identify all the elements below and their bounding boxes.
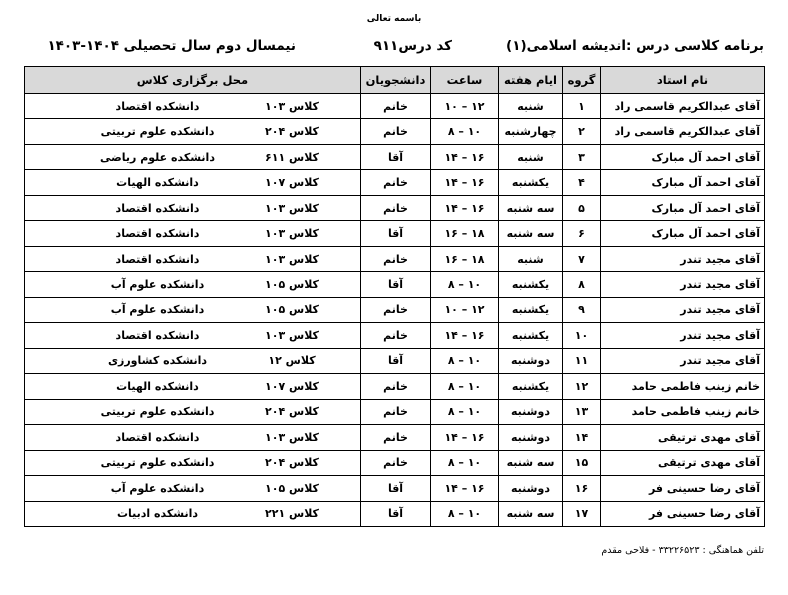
place-cell — [25, 399, 361, 424]
place-cell — [25, 450, 361, 475]
group-cell: ۸ — [563, 272, 601, 297]
teacher-cell: آقای مجید تندر — [601, 272, 765, 297]
group-cell: ۹ — [563, 297, 601, 322]
time-cell: ۱۸ – ۱۶ — [431, 221, 499, 246]
group-cell: ۷ — [563, 246, 601, 271]
day-cell: شنبه — [499, 94, 563, 119]
place-cell — [25, 501, 361, 527]
place-cell — [25, 425, 361, 450]
header-time: ساعت — [431, 67, 499, 94]
faculty-label: دانشکده علوم ریاضی — [100, 150, 215, 164]
time-cell: ۱۰ – ۸ — [431, 374, 499, 399]
gender-cell: آقا — [361, 501, 431, 527]
room-label: کلاس ۱۰۳ — [265, 252, 319, 266]
group-cell: ۱۷ — [563, 501, 601, 527]
table-row — [25, 450, 765, 475]
faculty-label: دانشکده ادبیات — [116, 507, 199, 521]
place-cell — [25, 94, 361, 119]
teacher-cell: آقای احمد آل مبارک — [601, 221, 765, 246]
table-row — [25, 501, 765, 527]
table-row — [25, 272, 765, 297]
teacher-cell: آقای احمد آل مبارک — [601, 195, 765, 220]
group-cell: ۱۶ — [563, 476, 601, 501]
header-teacher: نام استاد — [601, 67, 765, 94]
gender-cell: خانم — [361, 450, 431, 475]
group-cell: ۱۴ — [563, 425, 601, 450]
teacher-cell: خانم زینب فاطمی حامد — [601, 374, 765, 399]
table-row — [25, 221, 765, 246]
faculty-label: دانشکده علوم تربیتی — [100, 125, 215, 139]
faculty-label: دانشکده علوم آب — [110, 278, 205, 292]
room-label: کلاس ۲۰۴ — [265, 456, 319, 470]
gender-cell: آقا — [361, 348, 431, 373]
table-row — [25, 94, 765, 119]
schedule-table — [24, 66, 765, 527]
place-cell — [25, 221, 361, 246]
header-day: ایام هفته — [499, 67, 563, 94]
place-cell — [25, 323, 361, 348]
gender-cell: آقا — [361, 476, 431, 501]
table-row — [25, 399, 765, 424]
time-cell: ۱۶ – ۱۴ — [431, 195, 499, 220]
day-cell: سه شنبه — [499, 195, 563, 220]
group-cell: ۶ — [563, 221, 601, 246]
day-cell: یکشنبه — [499, 323, 563, 348]
room-label: کلاس ۱۰۵ — [265, 481, 319, 495]
table-row — [25, 246, 765, 271]
place-cell — [25, 374, 361, 399]
group-cell: ۱۳ — [563, 399, 601, 424]
place-cell — [25, 297, 361, 322]
teacher-cell: آقای مجید تندر — [601, 323, 765, 348]
time-cell: ۱۶ – ۱۴ — [431, 425, 499, 450]
group-cell: ۱۰ — [563, 323, 601, 348]
teacher-cell: آقای احمد آل مبارک — [601, 144, 765, 169]
gender-cell: آقا — [361, 221, 431, 246]
semester-label: نیمسال دوم سال تحصیلی ۱۴۰۴-۱۴۰۳ — [47, 38, 296, 54]
table-row — [25, 144, 765, 169]
header-place: محل برگزاری کلاس — [25, 67, 361, 94]
top-note: باسمه تعالی — [366, 14, 422, 24]
faculty-label: دانشکده اقتصاد — [115, 430, 200, 444]
place-cell — [25, 476, 361, 501]
day-cell: دوشنبه — [499, 399, 563, 424]
faculty-label: دانشکده الهیات — [116, 379, 199, 393]
course-code: کد درس۹۱۱ — [373, 38, 452, 54]
day-cell: دوشنبه — [499, 425, 563, 450]
table-row — [25, 348, 765, 373]
room-label: کلاس ۱۰۳ — [265, 328, 319, 342]
time-cell: ۱۶ – ۱۴ — [431, 170, 499, 195]
room-label: کلاس ۱۰۳ — [265, 430, 319, 444]
gender-cell: خانم — [361, 399, 431, 424]
room-label: کلاس ۲۰۴ — [265, 125, 319, 139]
time-cell: ۱۶ – ۱۴ — [431, 476, 499, 501]
header-gender: دانشجویان — [361, 67, 431, 94]
gender-cell: خانم — [361, 323, 431, 348]
faculty-label: دانشکده علوم تربیتی — [100, 456, 215, 470]
faculty-label: دانشکده اقتصاد — [115, 99, 200, 113]
room-label: کلاس ۶۱۱ — [265, 150, 319, 164]
place-cell — [25, 246, 361, 271]
group-cell: ۳ — [563, 144, 601, 169]
time-cell: ۱۲ – ۱۰ — [431, 94, 499, 119]
table-row — [25, 476, 765, 501]
table-row — [25, 374, 765, 399]
teacher-cell: آقای احمد آل مبارک — [601, 170, 765, 195]
place-cell — [25, 272, 361, 297]
place-cell — [25, 195, 361, 220]
gender-cell: خانم — [361, 94, 431, 119]
faculty-label: دانشکده علوم آب — [110, 303, 205, 317]
gender-cell: آقا — [361, 272, 431, 297]
teacher-cell: آقای مجید تندر — [601, 246, 765, 271]
table-header-row — [25, 67, 765, 94]
faculty-label: دانشکده علوم تربیتی — [100, 405, 215, 419]
day-cell: سه شنبه — [499, 221, 563, 246]
place-cell — [25, 144, 361, 169]
day-cell: چهارشنبه — [499, 119, 563, 144]
room-label: کلاس ۱۰۵ — [265, 303, 319, 317]
room-label: کلاس ۱۰۳ — [265, 227, 319, 241]
day-cell: شنبه — [499, 144, 563, 169]
gender-cell: آقا — [361, 144, 431, 169]
room-label: کلاس ۱۰۷ — [265, 176, 319, 190]
time-cell: ۱۰ – ۸ — [431, 119, 499, 144]
time-cell: ۱۶ – ۱۴ — [431, 144, 499, 169]
day-cell: شنبه — [499, 246, 563, 271]
time-cell: ۱۰ – ۸ — [431, 450, 499, 475]
time-cell: ۱۲ – ۱۰ — [431, 297, 499, 322]
contact-footer: تلفن هماهنگی : ۳۳۲۲۶۵۲۳ - فلاحی مقدم — [601, 545, 764, 556]
table-row — [25, 195, 765, 220]
place-cell — [25, 170, 361, 195]
faculty-label: دانشکده اقتصاد — [115, 328, 200, 342]
room-label: کلاس ۱۰۵ — [265, 278, 319, 292]
teacher-cell: آقای عبدالکریم قاسمی راد — [601, 94, 765, 119]
time-cell: ۱۸ – ۱۶ — [431, 246, 499, 271]
teacher-cell: آقای عبدالکریم قاسمی راد — [601, 119, 765, 144]
teacher-cell: آقای رضا حسینی فر — [601, 501, 765, 527]
faculty-label: دانشکده اقتصاد — [115, 252, 200, 266]
group-cell: ۲ — [563, 119, 601, 144]
table-body — [25, 94, 765, 527]
group-cell: ۱۲ — [563, 374, 601, 399]
day-cell: دوشنبه — [499, 476, 563, 501]
gender-cell: خانم — [361, 170, 431, 195]
table-row — [25, 297, 765, 322]
time-cell: ۱۰ – ۸ — [431, 272, 499, 297]
day-cell: دوشنبه — [499, 348, 563, 373]
table-row — [25, 323, 765, 348]
place-cell — [25, 119, 361, 144]
faculty-label: دانشکده اقتصاد — [115, 227, 200, 241]
teacher-cell: آقای مجید تندر — [601, 348, 765, 373]
place-cell — [25, 348, 361, 373]
teacher-cell: آقای رضا حسینی فر — [601, 476, 765, 501]
room-label: کلاس ۱۰۳ — [265, 201, 319, 215]
group-cell: ۴ — [563, 170, 601, 195]
day-cell: یکشنبه — [499, 170, 563, 195]
page-title: برنامه کلاسی درس :اندیشه اسلامی(۱) — [506, 38, 764, 54]
teacher-cell: آقای مهدی ترتیقی — [601, 425, 765, 450]
group-cell: ۵ — [563, 195, 601, 220]
header-group: گروه — [563, 67, 601, 94]
time-cell: ۱۰ – ۸ — [431, 348, 499, 373]
gender-cell: خانم — [361, 246, 431, 271]
day-cell: سه شنبه — [499, 450, 563, 475]
room-label: کلاس ۱۲ — [268, 354, 316, 368]
day-cell: یکشنبه — [499, 272, 563, 297]
room-label: کلاس ۲۲۱ — [265, 507, 319, 521]
day-cell: یکشنبه — [499, 297, 563, 322]
gender-cell: خانم — [361, 195, 431, 220]
group-cell: ۱۱ — [563, 348, 601, 373]
table-row — [25, 119, 765, 144]
faculty-label: دانشکده کشاورزی — [107, 354, 208, 368]
day-cell: سه شنبه — [499, 501, 563, 527]
faculty-label: دانشکده الهیات — [116, 176, 199, 190]
time-cell: ۱۰ – ۸ — [431, 399, 499, 424]
teacher-cell: آقای مهدی ترتیقی — [601, 450, 765, 475]
gender-cell: خانم — [361, 425, 431, 450]
faculty-label: دانشکده اقتصاد — [115, 201, 200, 215]
group-cell: ۱ — [563, 94, 601, 119]
teacher-cell: آقای مجید تندر — [601, 297, 765, 322]
time-cell: ۱۰ – ۸ — [431, 501, 499, 527]
table-row — [25, 425, 765, 450]
gender-cell: خانم — [361, 119, 431, 144]
room-label: کلاس ۱۰۷ — [265, 379, 319, 393]
room-label: کلاس ۲۰۴ — [265, 405, 319, 419]
room-label: کلاس ۱۰۳ — [265, 99, 319, 113]
faculty-label: دانشکده علوم آب — [110, 481, 205, 495]
teacher-cell: خانم زینب فاطمی حامد — [601, 399, 765, 424]
time-cell: ۱۶ – ۱۴ — [431, 323, 499, 348]
day-cell: یکشنبه — [499, 374, 563, 399]
table-row — [25, 170, 765, 195]
gender-cell: خانم — [361, 374, 431, 399]
group-cell: ۱۵ — [563, 450, 601, 475]
gender-cell: خانم — [361, 297, 431, 322]
